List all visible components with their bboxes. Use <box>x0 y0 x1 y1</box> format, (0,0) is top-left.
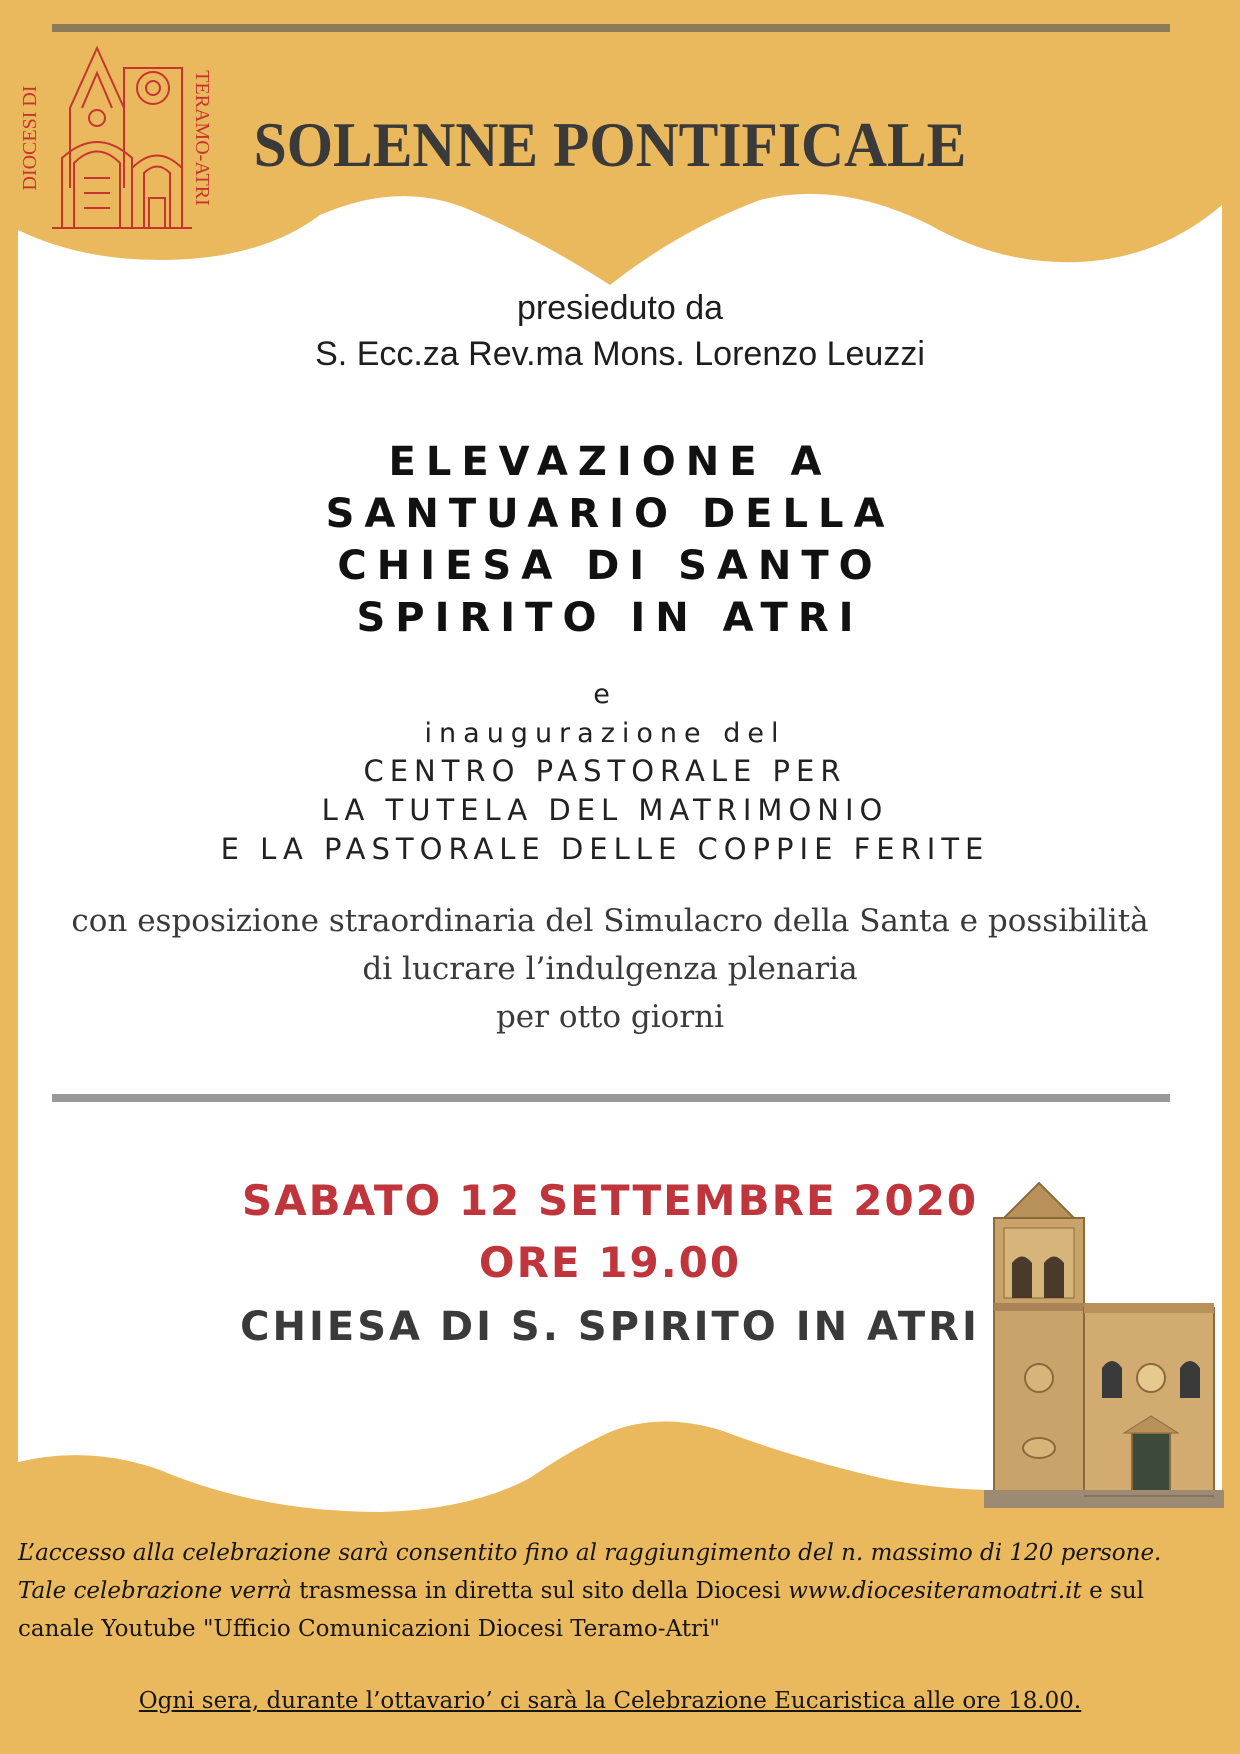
logo-text-right: TERAMO-ATRI <box>191 70 213 206</box>
elevation-line: CHIESA DI SANTO <box>337 543 883 589</box>
event-place: CHIESA DI S. SPIRITO IN ATRI <box>240 1304 980 1350</box>
evening-mass-note: Ogni sera, durante l’ottavario’ ci sarà la Celebrazione Eucaristica alle ore 18.00. <box>138 1688 1082 1714</box>
diocese-logo <box>19 38 213 238</box>
pastoral-center-line: LA TUTELA DEL MATRIMONIO <box>321 793 889 827</box>
event-time: ORE 19.00 <box>478 1238 742 1287</box>
diocese-website-link[interactable]: www.diocesiteramoatri.it <box>788 1578 1082 1604</box>
presider-name: S. Ecc.za Rev.ma Mons. Lorenzo Leuzzi <box>315 335 925 373</box>
exposition-line: di lucrare l’indulgenza plenaria <box>362 951 858 987</box>
pastoral-center-line: CENTRO PASTORALE PER <box>363 754 847 788</box>
presided-block <box>0 285 1240 377</box>
elevation-line: SANTUARIO DELLA <box>325 491 895 537</box>
pastoral-center <box>0 752 1210 869</box>
event-date: SABATO 12 SETTEMBRE 2020 <box>241 1176 979 1225</box>
youtube-channel: canale Youtube "Ufficio Comunicazioni Diocesi Teramo-Atri" <box>18 1616 720 1642</box>
exposition-line: per otto giorni <box>495 999 725 1035</box>
inauguration-intro: inaugurazione del <box>424 718 786 749</box>
elevation-heading <box>0 436 1220 644</box>
pastoral-center-line: E LA PASTORALE DELLE COPPIE FERITE <box>220 832 990 866</box>
church-building-icon <box>984 1178 1224 1508</box>
logo-text-left: DIOCESI DI <box>19 85 41 191</box>
exposition-line: con esposizione straordinaria del Simulacro della Santa e possibilità <box>71 903 1149 939</box>
top-divider <box>52 24 1170 32</box>
page-title: SOLENNE PONTIFICALE <box>253 109 967 180</box>
access-capacity: L’accesso alla celebrazione sarà consentito fino al raggiungimento del n. massimo di 120 persone. <box>18 1540 1162 1566</box>
presided-intro: presieduto da <box>516 289 724 327</box>
cathedral-facade-icon <box>52 48 192 228</box>
elevation-line: SPIRITO IN ATRI <box>356 595 864 641</box>
broadcast-info: Tale celebrazione verrà trasmessa in diretta sul sito della Diocesi www.diocesiteramoatri.it e sul <box>18 1578 1144 1604</box>
access-notice <box>18 1534 1230 1648</box>
conjunction: e <box>593 679 617 710</box>
exposition-text <box>40 897 1180 1041</box>
section-divider <box>52 1094 1170 1102</box>
elevation-line: ELEVAZIONE A <box>388 439 832 485</box>
